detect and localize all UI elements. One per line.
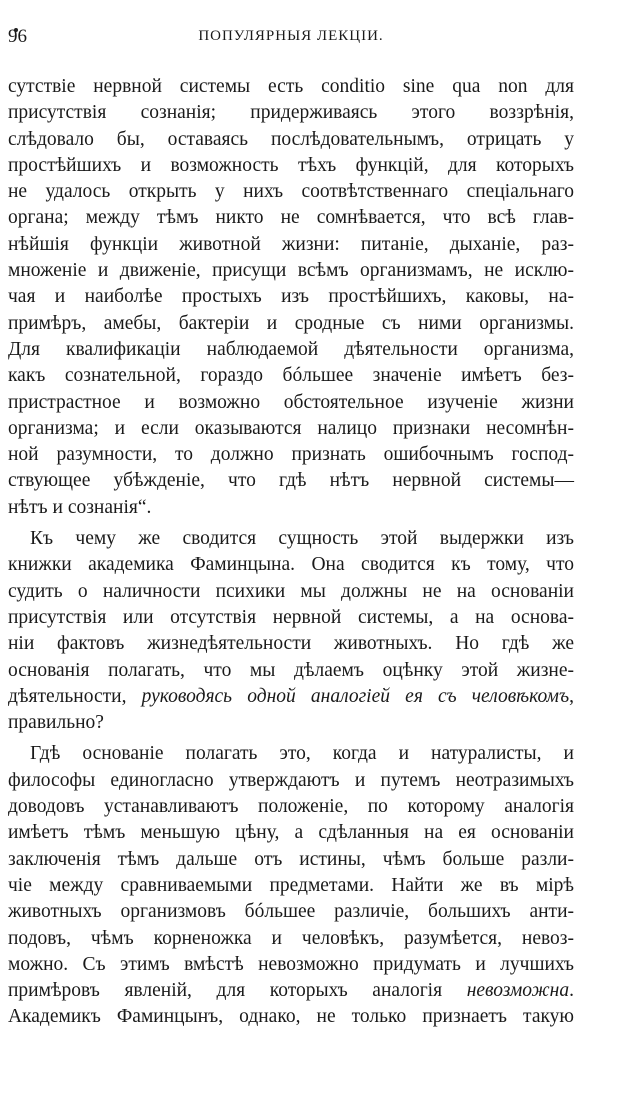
body-text [8,74,574,1031]
text-line: книжки академика Фаминцына. Она сводится къ тому, что [8,554,574,576]
text-segment: . [569,980,574,1002]
text-line: Гдѣ основанiе полагать это, когда и натуралисты, и [30,743,574,765]
paragraph-2 [8,526,574,736]
text-line: Къ чему же сводится сущность этой выдержки изъ [30,528,574,550]
text-line: присутствiя или отсутствiя нервной системы, а на основа- [8,606,574,628]
text-line: животныхъ организмовъ бóльшее различiе, большихъ анти- [8,901,574,923]
text-line: чая и наиболѣе простыхъ изъ простѣйшихъ, каковы, на- [8,286,574,308]
text-line: доводовъ устанавливаютъ положенiе, по которому аналогiя [8,796,574,818]
text-line: заключенiя тѣмъ дальше отъ истины, чѣмъ больше разли- [8,848,574,870]
page-number: 96 [8,26,27,47]
italic-emphasis: руководясь одной аналогiей ея съ человѣкомъ [141,685,570,707]
text-line: организма; и если оказываются налицо признаки несомнѣн- [8,417,574,439]
text-line: можно. Съ этимъ вмѣстѣ невозможно придумать и лучшихъ [8,953,574,975]
text-line: основанiя полагать, что мы дѣлаемъ оцѣнку этой жизне- [8,659,574,681]
italic-emphasis: невозможна [466,980,570,1002]
paragraph-1 [8,74,574,521]
text-line: имѣетъ тѣмъ меньшую цѣну, а сдѣланныя на ея основанiи [8,822,574,844]
text-line: Академикъ Фаминцынъ, однако, не только признаетъ такую [8,1006,574,1028]
text-line: множенiе и движенiе, присущи всѣмъ организмамъ, не исклю- [8,260,574,282]
text-line: нѣйшiя функцiи животной жизни: питанiе, дыханiе, раз- [8,233,574,255]
text-line: простѣйшихъ и возможность тѣхъ функцiй, для которыхъ [8,154,574,176]
text-line: пристрастное и возможно обстоятельное изученiе жизни [8,391,574,413]
text-segment: , [569,685,574,707]
text-line: философы единогласно утверждаютъ и путемъ неотразимыхъ [8,769,574,791]
text-line: ствующее убѣжденiе, что гдѣ нѣтъ нервной системы— [8,470,574,492]
text-line: не удалось открыть у нихъ соотвѣтственнаго спецiальнаго [8,181,574,203]
text-line: Для квалификацiи наблюдаемой дѣятельности организма, [8,338,574,360]
text-line: присутствiя сознанiя; придерживаясь этого воззрѣнiя, [8,102,574,124]
text-line: ной разумности, то должно признать ошибочнымъ господ- [8,444,574,466]
text-line: нiи фактовъ жизнедѣятельности животныхъ. Но гдѣ же [8,633,574,655]
text-line: чiе между сравниваемыми предметами. Найти же въ мiрѣ [8,874,574,896]
text-line: подовъ, чѣмъ корненожка и человѣкъ, разумѣется, невоз- [8,927,574,949]
paragraph-3 [8,741,574,1030]
text-line: слѣдовало бы, оставаясь послѣдовательнымъ, отрицать у [8,128,574,150]
page-header [8,26,574,56]
text-segment: примѣровъ явленiй, для которыхъ аналогiя [8,980,467,1002]
text-line: правильно? [8,712,104,734]
text-line: какъ сознательной, гораздо бóльшее значенiе имѣетъ без- [8,365,574,387]
text-line: нѣтъ и сознанiя“. [8,496,152,518]
text-line: сутствiе нервной системы есть conditio sine qua non для [8,76,574,97]
text-segment: дѣятельности, [8,685,142,707]
text-line-mixed [8,684,574,710]
text-line: судить о наличности психики мы должны не на основанiи [8,580,574,602]
text-line-mixed [8,978,574,1004]
text-line: примѣръ, амебы, бактерiи и сродные съ ними организмы. [8,312,574,334]
text-line: органа; между тѣмъ никто не сомнѣвается, что всѣ глав- [8,207,574,229]
running-title: ПОПУЛЯРНЫЯ ЛЕКЦIИ. [198,28,384,44]
